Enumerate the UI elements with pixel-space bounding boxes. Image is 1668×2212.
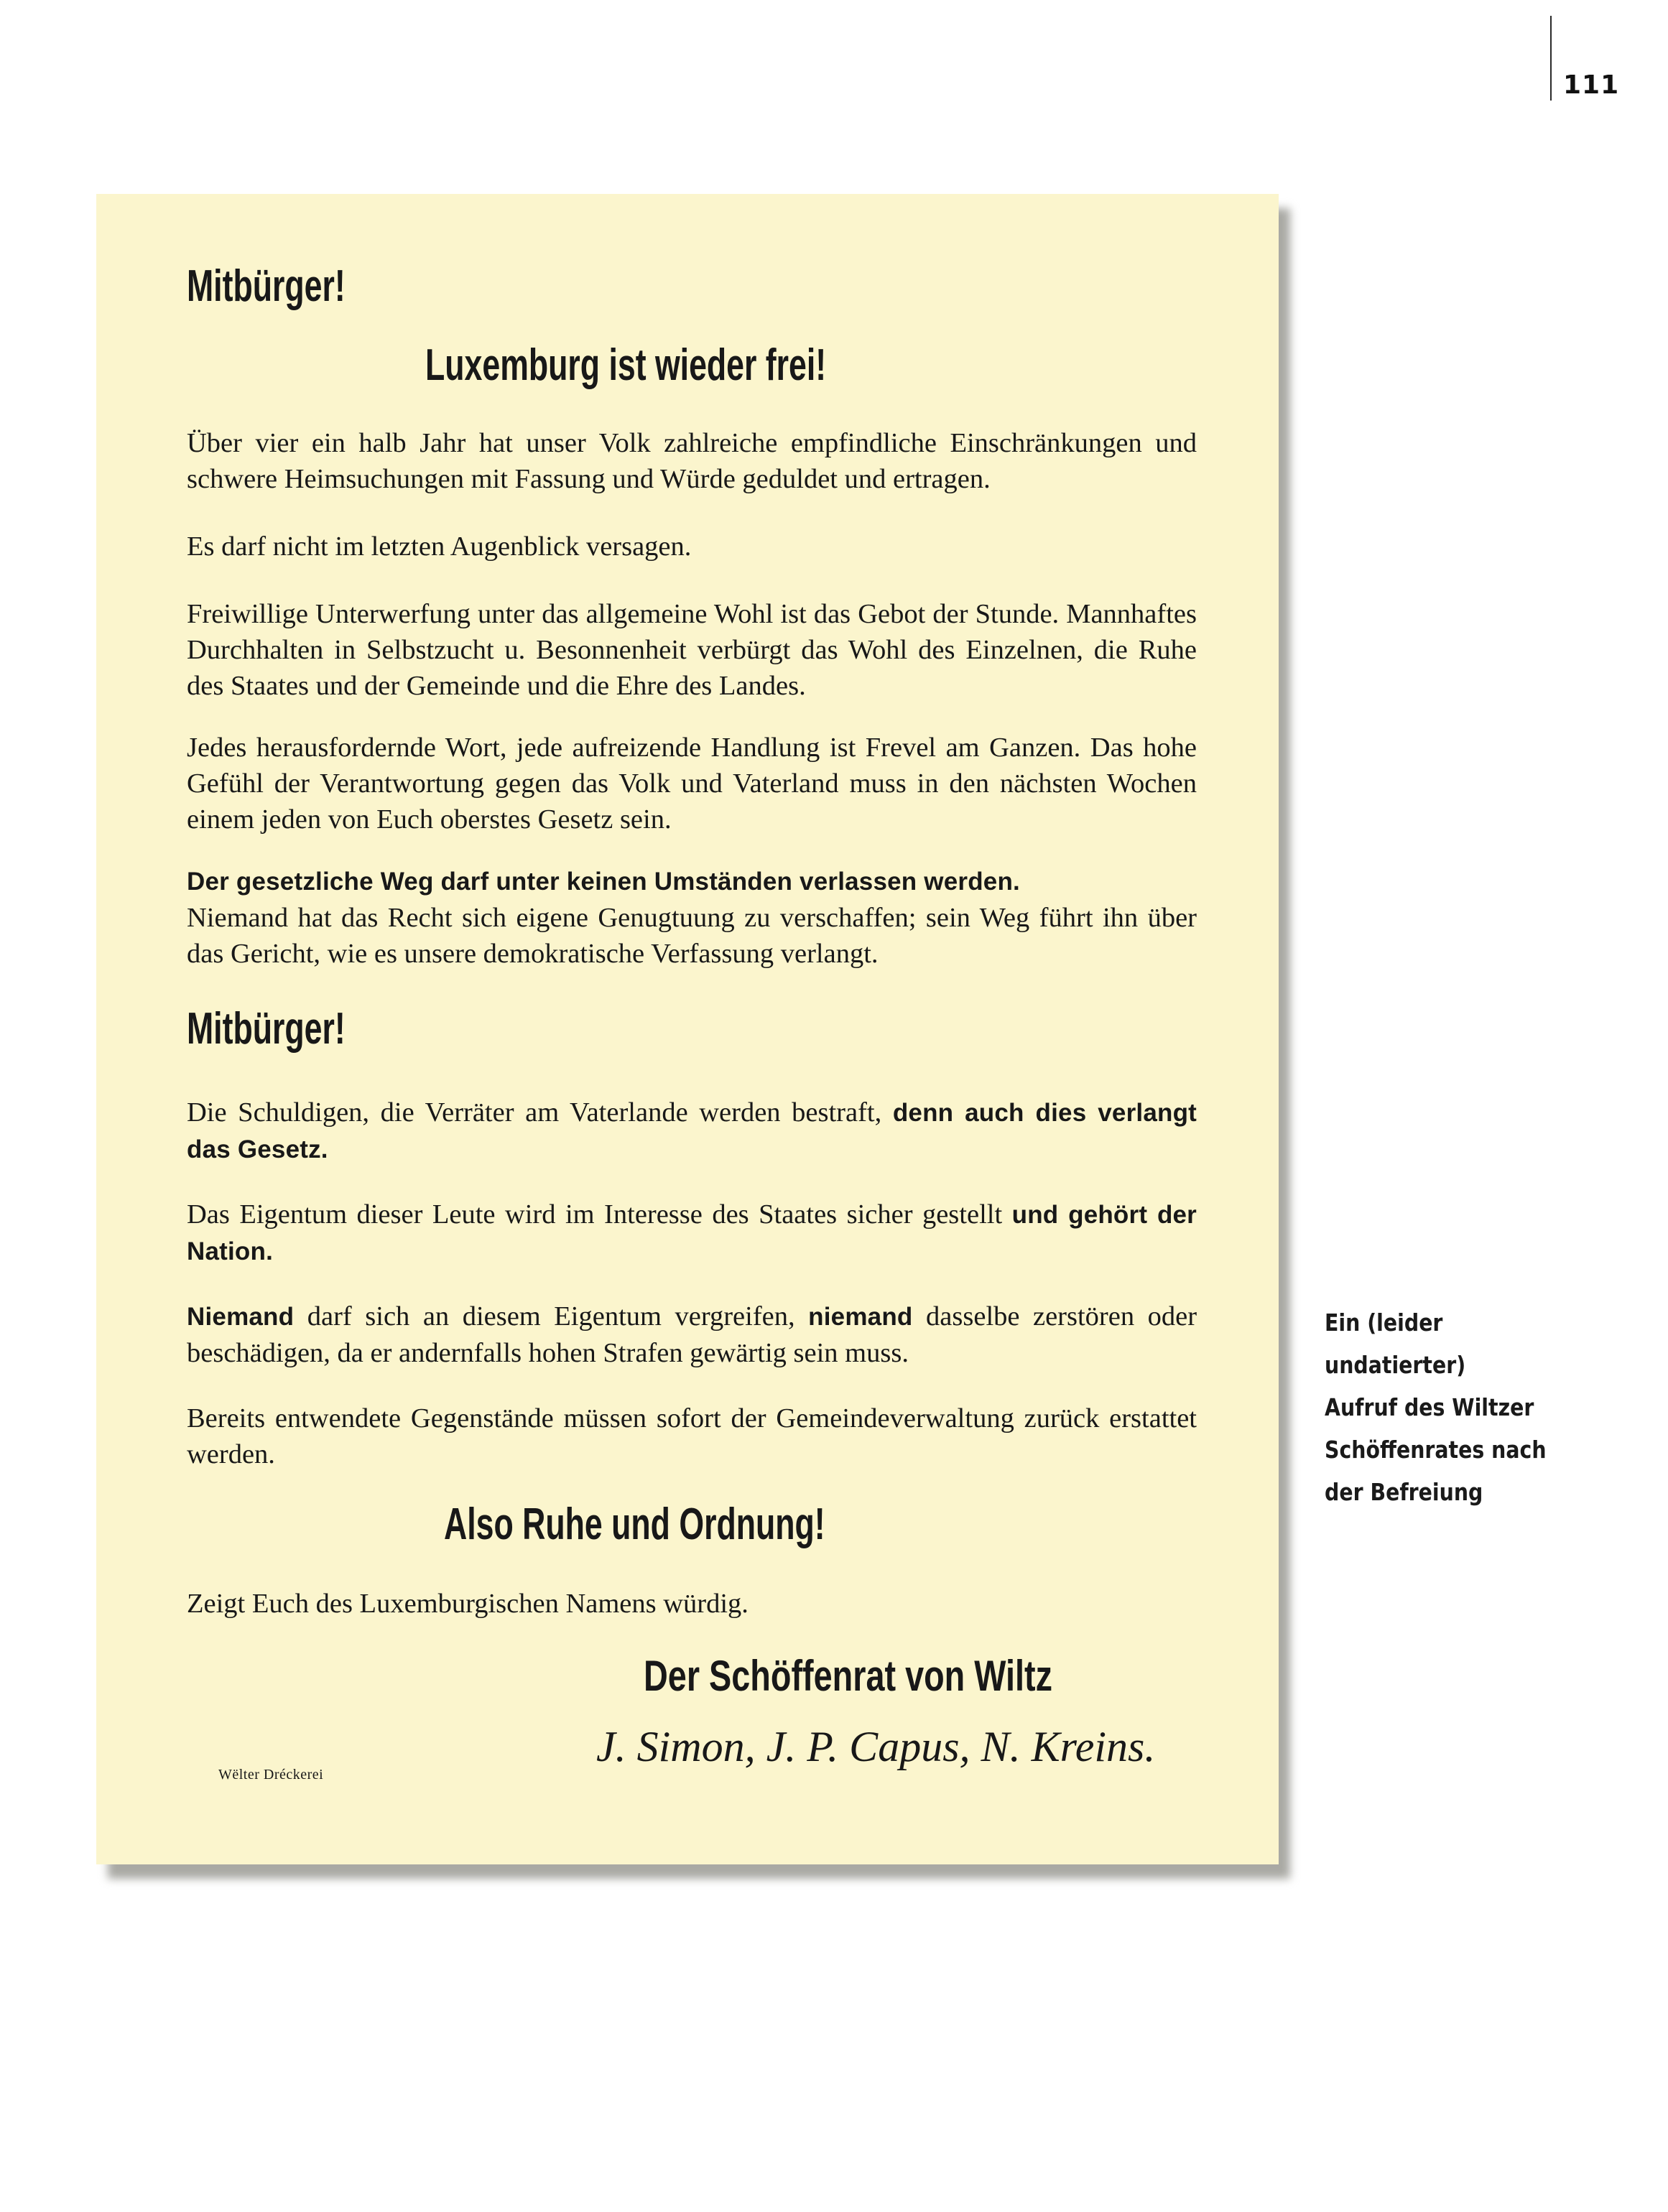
figure-caption	[1325, 1301, 1547, 1513]
poster-emphasis: niemand	[808, 1303, 913, 1331]
poster-text: dasselbe zerstören oder beschädigen, da er andernfalls hohen Strafen gewärtig sein muss.	[187, 1301, 1197, 1368]
poster-emphasis: Niemand	[187, 1303, 295, 1331]
poster-text: Niemand hat das Recht sich eigene Genugtuung zu verschaffen; sein Weg führt ihn über das Gericht, wie es unsere demokratische Verfassung verlangt.	[187, 903, 1197, 969]
caption-line: undatierter)	[1325, 1351, 1466, 1379]
poster-emphasis: und gehört der Nation.	[187, 1201, 1197, 1265]
poster-paragraph	[187, 1196, 1197, 1270]
poster-heading-ruhe-ordnung: Also Ruhe und Ordnung!	[444, 1500, 825, 1549]
caption-line: Schöffenrates nach	[1325, 1436, 1547, 1464]
poster-paragraph	[187, 1298, 1197, 1371]
page-number-rule	[1550, 16, 1552, 101]
poster-paragraph	[187, 863, 1197, 972]
poster-scan	[96, 194, 1279, 1864]
poster-printer-imprint: Wëlter Dréckerei	[218, 1767, 324, 1783]
poster-emphasis: Der gesetzliche Weg darf unter keinen Umständen verlassen werden.	[187, 868, 1020, 896]
poster-text: darf sich an diesem Eigentum vergreifen,	[307, 1301, 795, 1332]
poster-paragraph: Bereits entwendete Gegenstände müssen sofort der Gemeindeverwaltung zurück erstattet werden.	[187, 1403, 1197, 1469]
poster-paragraph: Freiwillige Unterwerfung unter das allgemeine Wohl ist das Gebot der Stunde. Mannhaftes Durchhalten in Selbstzucht u. Besonnenheit verbürgt das Wohl des Einzelnen, die Ruhe des Staates und der Gemeinde und die Ehre des Landes.	[187, 599, 1197, 701]
poster-emphasis: denn auch dies verlangt das Gesetz.	[187, 1099, 1197, 1163]
caption-line: Ein (leider	[1325, 1309, 1443, 1337]
poster-heading-mitbuerger-2: Mitbürger!	[187, 1004, 346, 1054]
page-number: 111	[1563, 70, 1620, 100]
poster-title: Luxemburg ist wieder frei!	[425, 340, 827, 390]
poster-paragraph: Zeigt Euch des Luxemburgischen Namens würdig.	[187, 1589, 749, 1619]
poster-signature-names: J. Simon, J. P. Capus, N. Kreins.	[596, 1723, 1156, 1770]
poster-heading-mitbuerger: Mitbürger!	[187, 261, 346, 311]
poster-paragraph: Über vier ein halb Jahr hat unser Volk zahlreiche empfindliche Einschränkungen und schwere Heimsuchungen mit Fassung und Würde geduldet und ertragen.	[187, 428, 1197, 494]
caption-line: der Befreiung	[1325, 1478, 1483, 1506]
poster-text: Das Eigentum dieser Leute wird im Interesse des Staates sicher gestellt	[187, 1199, 1003, 1230]
poster-paragraph: Es darf nicht im letzten Augenblick versagen.	[187, 531, 692, 562]
poster-paragraph: Jedes herausfordernde Wort, jede aufreizende Handlung ist Frevel am Ganzen. Das hohe Gefühl der Verantwortung gegen das Volk und Vaterland muss in den nächsten Wochen einem jeden von Euch oberstes Gesetz sein.	[187, 733, 1197, 835]
poster-text: Die Schuldigen, die Verräter am Vaterlande werden bestraft,	[187, 1097, 882, 1128]
poster-signature-council: Der Schöffenrat von Wiltz	[644, 1652, 1053, 1700]
poster-paragraph	[187, 1095, 1197, 1168]
caption-line: Aufruf des Wiltzer	[1325, 1393, 1534, 1421]
